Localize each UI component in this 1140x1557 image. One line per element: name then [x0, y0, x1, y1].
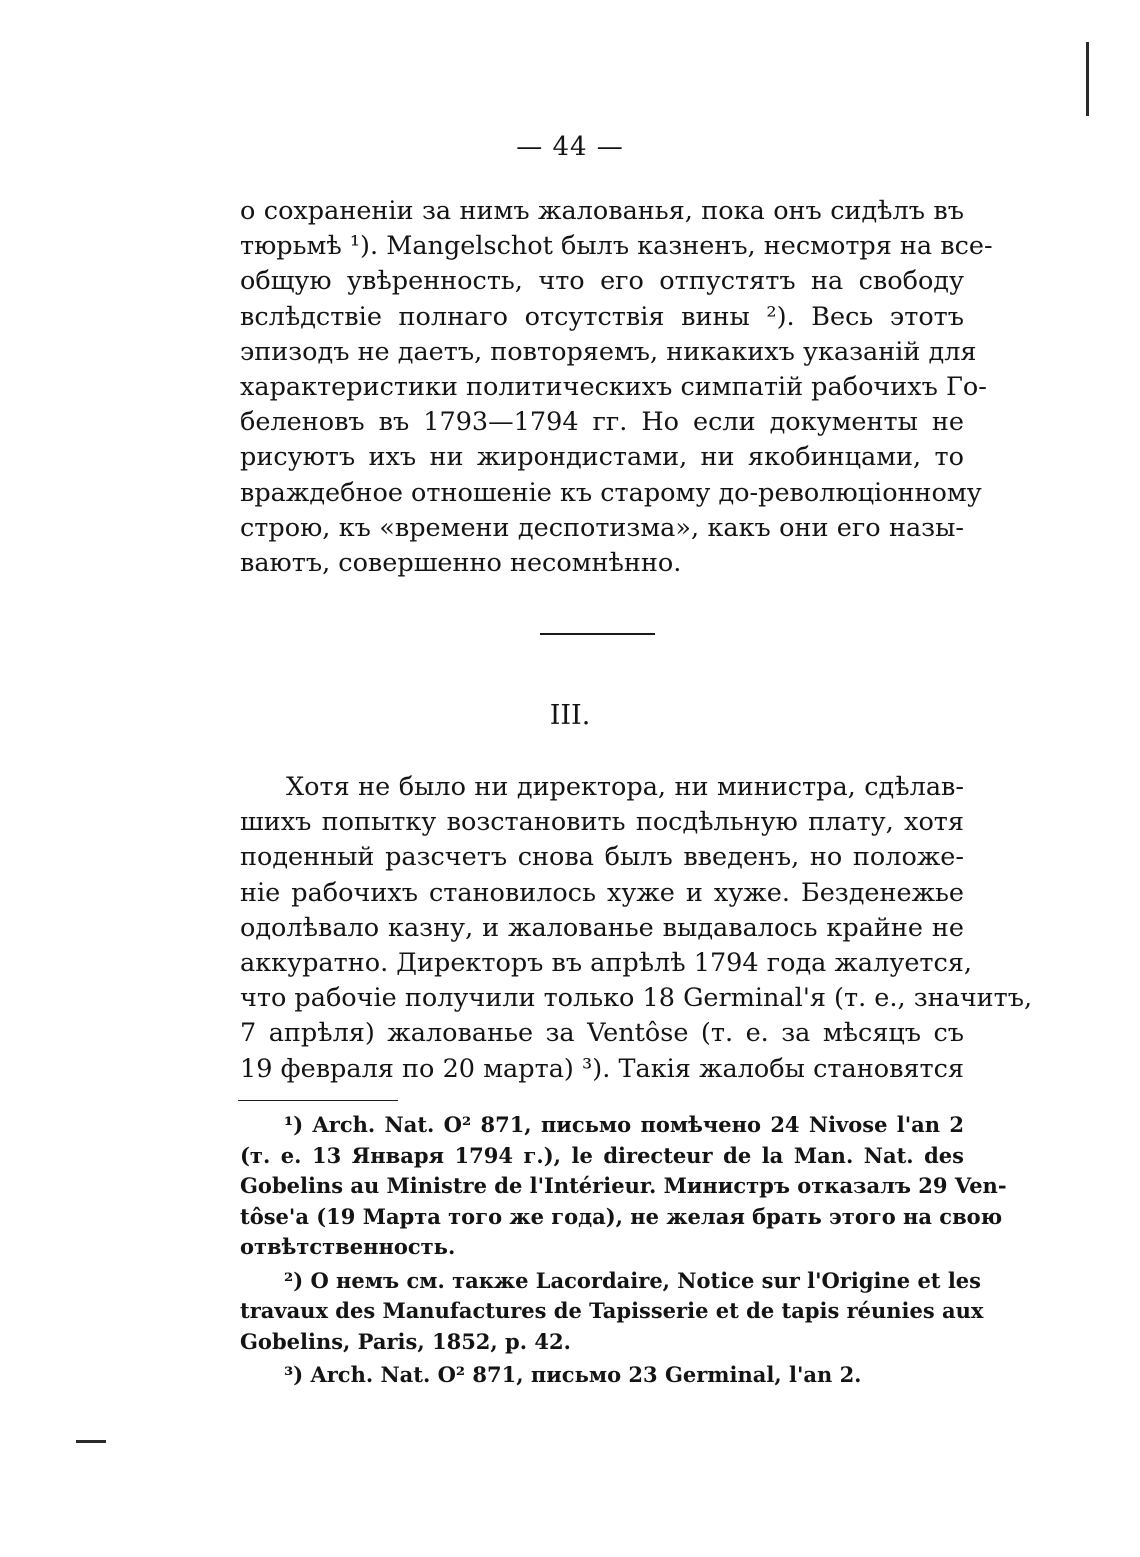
paragraph-line: аккуратно. Директоръ въ апрѣлѣ 1794 года жалуется,	[240, 948, 972, 979]
paragraph-line: о сохраненіи за нимъ жалованья, пока онъ сидѣлъ въ	[240, 196, 964, 226]
paragraph-2	[240, 770, 1033, 1087]
footnote-line: отвѣтственность.	[240, 1234, 456, 1259]
footnote-line: travaux des Manufactures de Tapisserie et de tapis réunies aux	[240, 1298, 984, 1323]
footnote-line: Gobelins, Paris, 1852, p. 42.	[240, 1328, 571, 1354]
paragraph-line: беленовъ въ 1793—1794 гг. Но если документы не	[240, 407, 964, 438]
footnotes	[240, 1110, 1007, 1394]
section-heading: III.	[549, 700, 591, 731]
paragraph-line: ніе рабочихъ становилось хуже и хуже. Безденежье	[240, 877, 964, 908]
footnote-rule	[238, 1100, 398, 1101]
footnote-line: ¹) Arch. Nat. O² 871, письмо помѣчено 24 Nivose l'an 2	[284, 1112, 964, 1137]
paragraph-line: одолѣвало казну, и жалованье выдавалось крайне не	[240, 912, 964, 943]
paragraph-1	[240, 194, 993, 581]
paragraph-line: 19 февраля по 20 марта) ³). Такія жалобы становятся	[240, 1053, 964, 1084]
footnote-line: ³) Arch. Nat. O² 871, письмо 23 Germinal, l'an 2.	[284, 1362, 862, 1387]
paragraph-line: поденный разсчетъ снова былъ введенъ, но положе-	[240, 842, 964, 873]
scan-edge-mark	[1086, 42, 1089, 116]
paragraph-line: шихъ попытку возстановить посдѣльную плату, хотя	[240, 807, 964, 838]
footnote-1	[240, 1110, 1007, 1263]
footnote-line: Gobelins au Ministre de l'Intérieur. Министръ отказалъ 29 Ven-	[240, 1173, 1007, 1198]
paragraph-line: вслѣдствіе полнаго отсутствія вины ²). Весь этотъ	[240, 301, 964, 332]
footnote-line: (т. е. 13 Января 1794 г.), le directeur de la Man. Nat. des	[240, 1142, 964, 1168]
paragraph-line: враждебное отношеніе къ старому до-революціонному	[240, 477, 982, 508]
scan-margin-mark	[76, 1440, 106, 1443]
paragraph-line: ваютъ, совершенно несомнѣнно.	[240, 548, 682, 579]
paragraph-line: строю, къ «времени деспотизма», какъ они его назы-	[240, 512, 964, 543]
paragraph-line: рисуютъ ихъ ни жирондистами, ни якобинцами, то	[240, 442, 964, 473]
section-separator	[540, 633, 655, 635]
paragraph-line: характеристики политическихъ симпатій рабочихъ Го-	[240, 372, 987, 403]
footnote-line: tôse'а (19 Марта того же года), не желая брать этого на свою	[240, 1203, 1003, 1229]
footnote-line: ²) О немъ см. также Lacordaire, Notice sur l'Origine et les	[284, 1267, 981, 1293]
paragraph-line: эпизодъ не даетъ, повторяемъ, никакихъ указаній для	[240, 336, 977, 367]
page-number: — 44 —	[516, 132, 624, 162]
paragraph-line: что рабочіе получили только 18 Germinal'я (т. е., значитъ,	[240, 983, 1033, 1014]
paragraph-line: тюрьмѣ ¹). Mangelschot былъ казненъ, несмотря на все-	[240, 231, 993, 262]
footnote-2	[240, 1266, 984, 1358]
paragraph-line: общую увѣренность, что его отпустятъ на свободу	[240, 266, 964, 297]
footnote-3	[240, 1360, 964, 1391]
paragraph-line: Хотя не было ни директора, ни министра, сдѣлав-	[286, 772, 964, 802]
paragraph-line: 7 апрѣля) жалованье за Ventôse (т. е. за мѣсяцъ съ	[240, 1018, 964, 1049]
